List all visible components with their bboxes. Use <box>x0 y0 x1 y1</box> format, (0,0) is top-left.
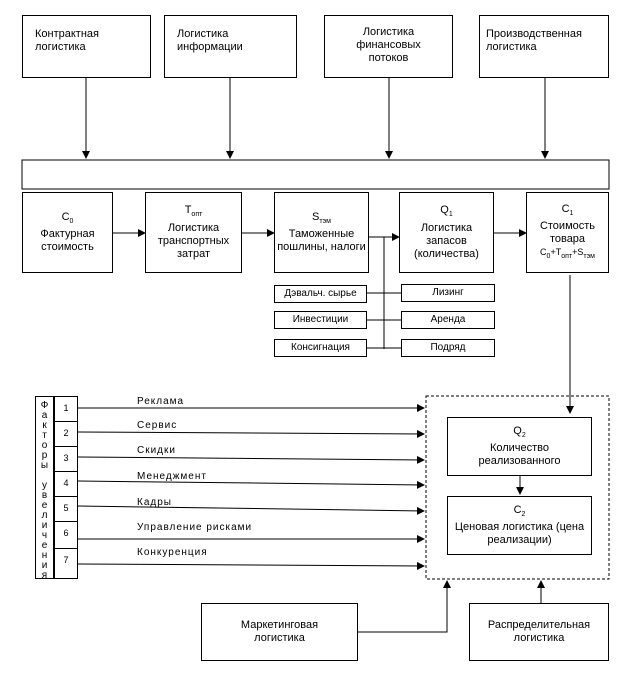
info-logistics-box <box>164 15 297 78</box>
transport-cost-label: Логистика транспортных затрат <box>157 221 230 260</box>
price-logistics-symbol: $C_2$ <box>513 503 526 519</box>
quantity-sold-label: Количество реализованного <box>478 442 561 468</box>
investments-box <box>274 311 367 329</box>
quantity-sold-box <box>447 417 592 476</box>
marketing-logistics-box <box>201 603 358 661</box>
finance-logistics-box <box>324 15 453 78</box>
factor-label: Менеджмент <box>137 471 207 482</box>
factor-number: 5 <box>63 503 69 513</box>
factor-number-separator <box>54 421 78 422</box>
factor-number: 3 <box>63 453 69 463</box>
factor-number-separator <box>54 446 78 447</box>
finance-logistics-label: Логистика финансовых потоков <box>356 26 421 64</box>
consignment-label: Консигнация <box>291 342 350 353</box>
rent-box <box>401 311 495 329</box>
price-logistics-label: Ценовая логистика (цена реализации) <box>454 521 585 547</box>
distribution-logistics-box <box>469 603 609 661</box>
invoice-cost-label: Фактурная стоимость <box>40 228 95 254</box>
factor-number: 4 <box>63 478 69 488</box>
inventory-logistics-symbol: $Q_1$ <box>440 204 453 219</box>
contract-work-label: Подряд <box>430 342 466 353</box>
raw-materials-box <box>274 285 367 303</box>
product-cost-box <box>526 192 609 273</box>
contract-logistics-box <box>22 15 151 78</box>
price-logistics-box <box>447 496 592 555</box>
factor-label: Управление рисками <box>137 522 253 533</box>
customs-duties-symbol: $S_{тэм}$ <box>312 210 331 226</box>
inventory-logistics-label: Логистика запасов (количества) <box>414 221 479 260</box>
leasing-box <box>401 284 495 302</box>
inventory-logistics-box <box>399 192 494 273</box>
factor-label: Скидки <box>137 445 176 456</box>
factor-number: 6 <box>63 528 69 538</box>
production-logistics-label: Производственная логистика <box>486 28 582 53</box>
customs-duties-box <box>274 192 369 273</box>
factor-number: 1 <box>63 403 69 413</box>
marketing-logistics-label: Маркетинговая логистика <box>240 619 319 644</box>
transport-cost-box <box>145 192 242 273</box>
product-cost-formula: $C_0+T_{опт}+S_{тэм}$ <box>540 246 595 260</box>
factor-label: Конкуренция <box>137 547 208 558</box>
contract-work-box <box>401 339 495 357</box>
distribution-logistics-label: Распределительная логистика <box>487 619 591 644</box>
rent-label: Аренда <box>430 314 466 325</box>
factors-label-box <box>35 396 54 579</box>
product-cost-symbol: $C_1$ <box>561 202 574 217</box>
factor-number-separator <box>54 496 78 497</box>
factors-vertical-label: Ф а к т о р ы у в е л и ч е н и я <box>40 400 49 581</box>
factor-number: 7 <box>63 555 69 565</box>
customs-duties-label: Таможенные пошлины, налоги <box>277 228 366 254</box>
contract-logistics-label: Контрактная логистика <box>35 28 99 53</box>
factor-label: Сервис <box>137 420 178 431</box>
factor-label: Кадры <box>137 497 172 508</box>
consignment-box <box>274 339 367 357</box>
factor-number-separator <box>54 521 78 522</box>
quantity-sold-symbol: $Q_2$ <box>513 424 526 440</box>
production-logistics-box <box>479 15 609 78</box>
factor-number-separator <box>54 471 78 472</box>
factor-number: 2 <box>63 428 69 438</box>
info-logistics-label: Логистика информации <box>177 28 243 53</box>
factor-number-separator <box>54 548 78 549</box>
factor-label: Реклама <box>137 396 185 407</box>
invoice-cost-box <box>22 192 113 273</box>
transport-cost-symbol: $T_{опт}$ <box>184 204 203 219</box>
leasing-label: Лизинг <box>432 287 464 298</box>
raw-materials-label: Дэвальч. сырье <box>284 288 357 299</box>
investments-label: Инвестиции <box>292 314 349 325</box>
product-cost-label: Стоимость товара <box>539 219 596 245</box>
invoice-cost-symbol: $C_0$ <box>61 210 74 226</box>
